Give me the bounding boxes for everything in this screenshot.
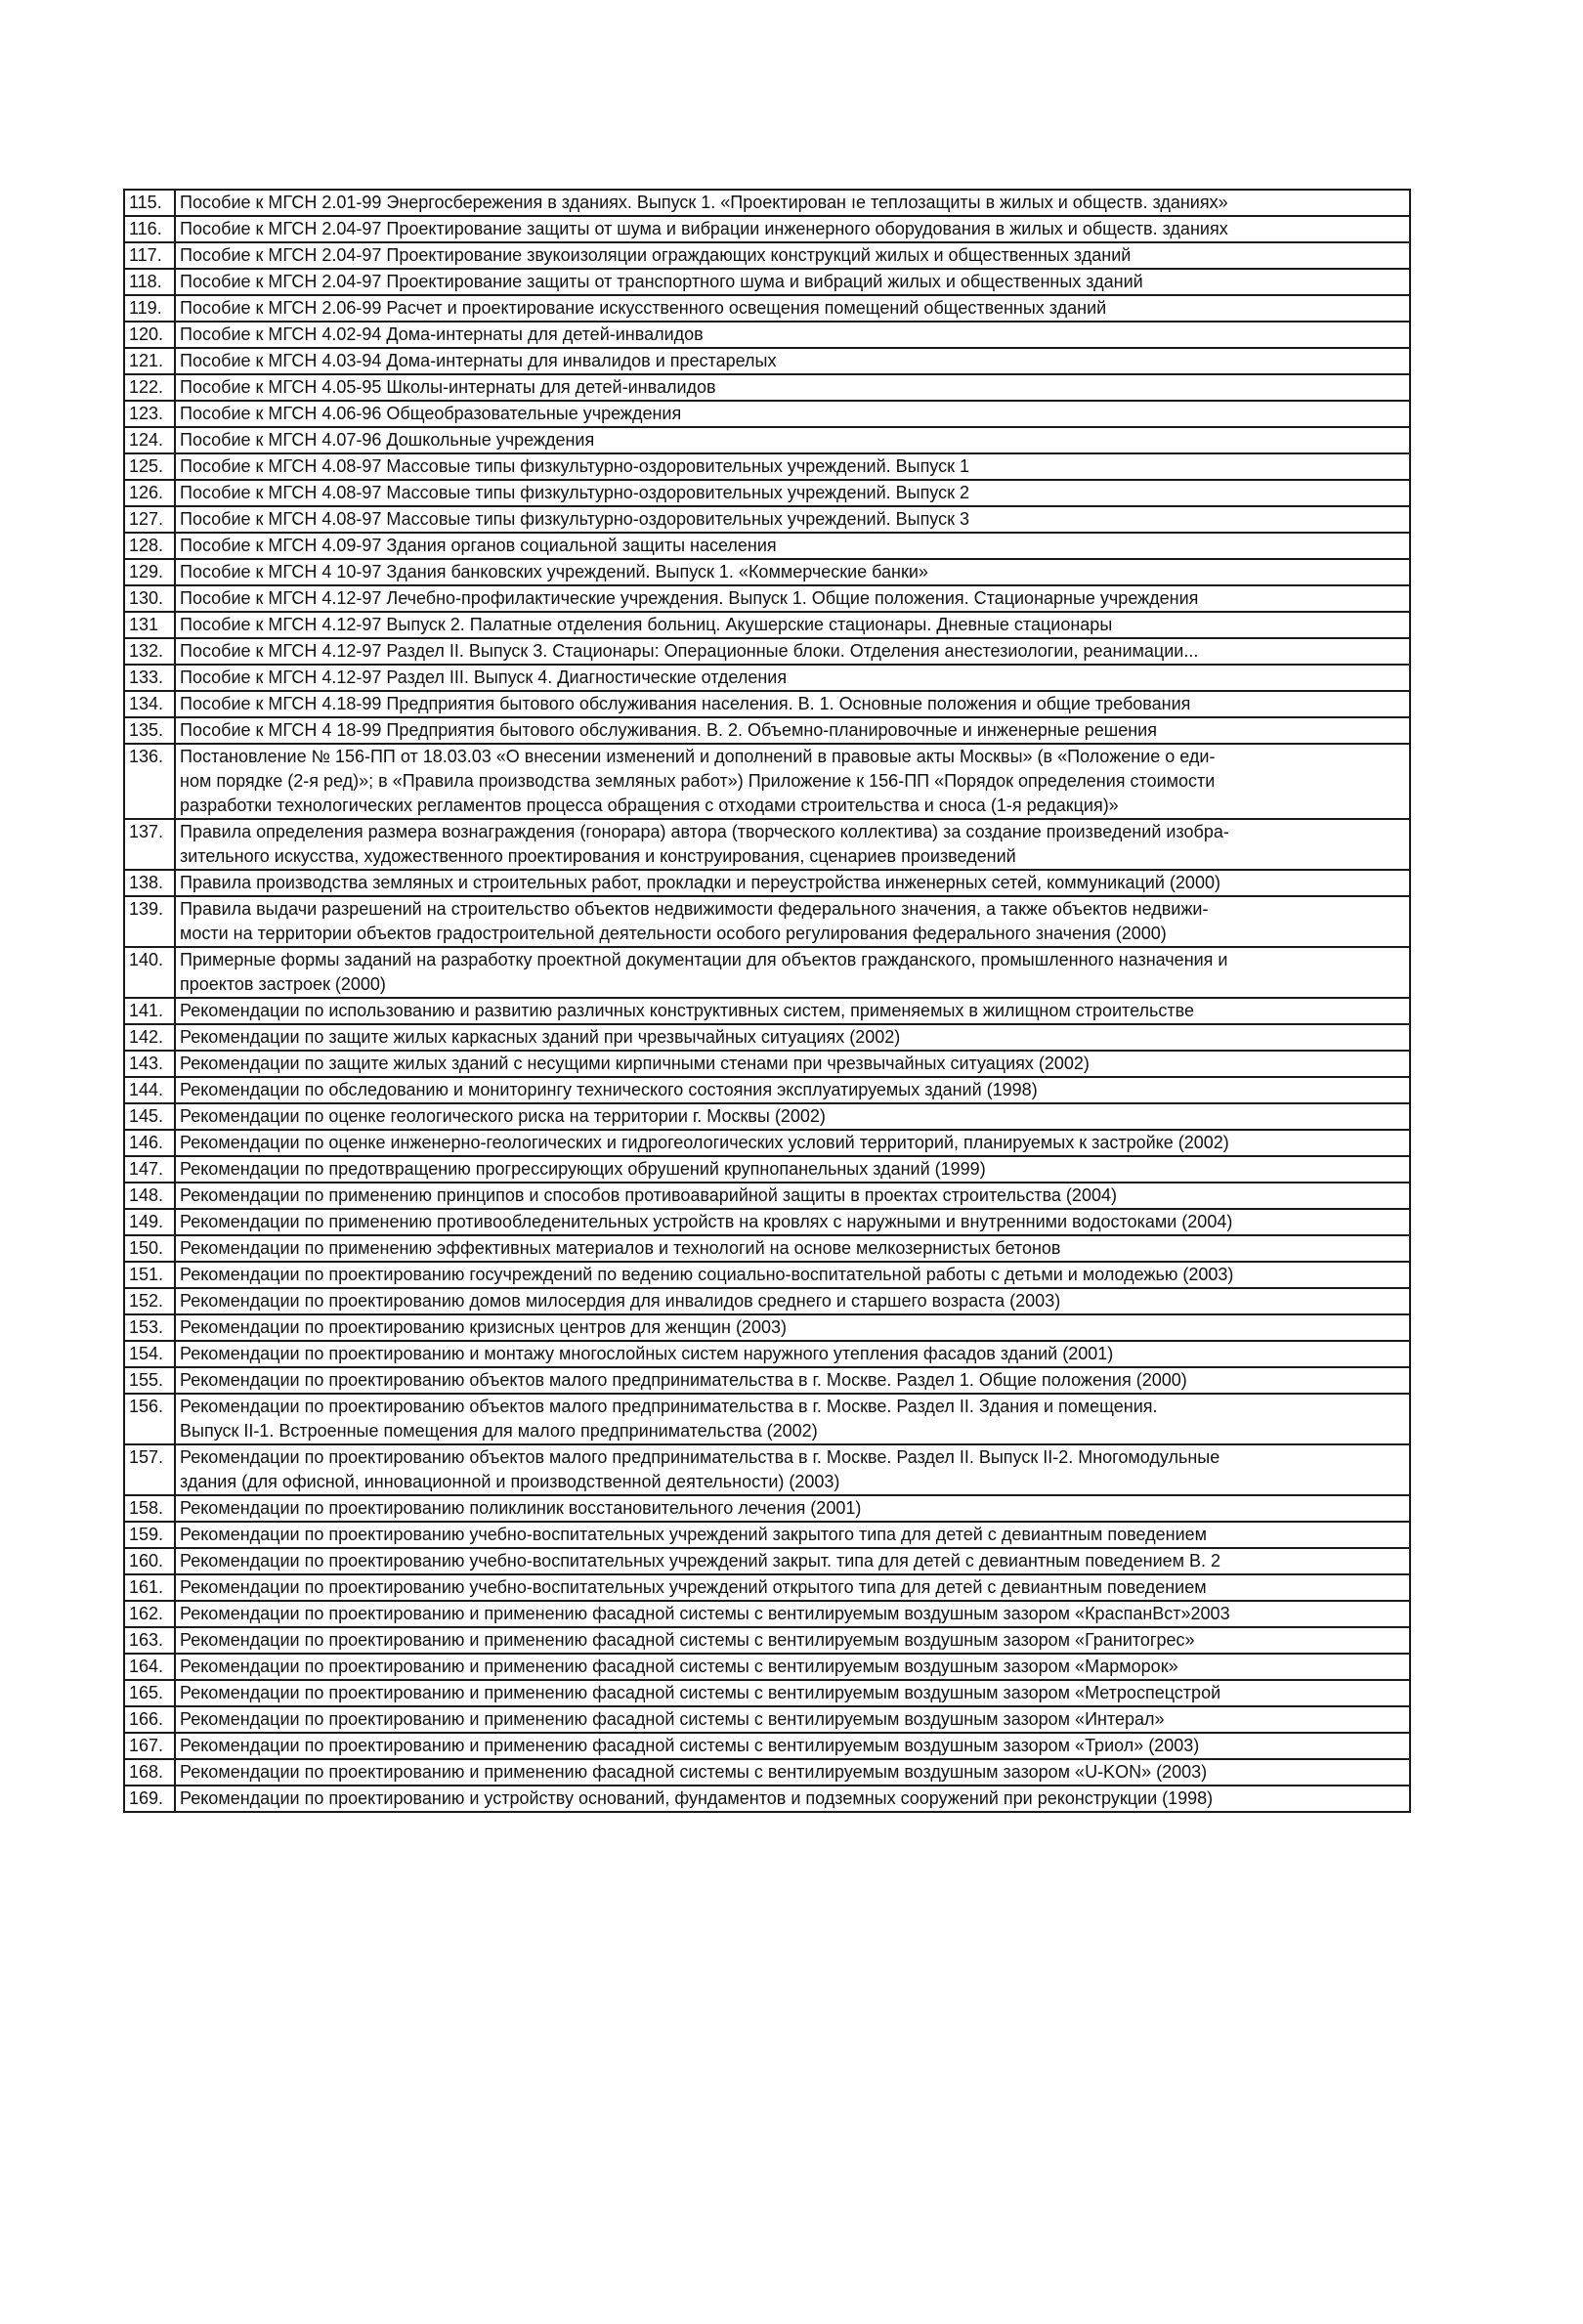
table-row bbox=[124, 1367, 1410, 1394]
table-row bbox=[124, 1654, 1410, 1680]
row-title: Рекомендации по проектированию кризисных центров для женщин (2003) bbox=[175, 1314, 1410, 1341]
table-row bbox=[124, 348, 1410, 374]
row-title: Рекомендации по проектированию и применению фасадной системы с вентилируемым воздушным зазором «Интерал» bbox=[175, 1706, 1410, 1733]
row-number: 140. bbox=[124, 947, 175, 998]
row-number: 132. bbox=[124, 638, 175, 665]
row-title: Рекомендации по проектированию учебно-воспитательных учреждений закрыт. типа для детей с девиантным поведением В. 2 bbox=[175, 1548, 1410, 1574]
row-title: Рекомендации по проектированию учебно-воспитательных учреждений открытого типа для детей с девиантным поведением bbox=[175, 1574, 1410, 1601]
row-title: Пособие к МГСН 4.18-99 Предприятия бытового обслуживания населения. В. 1. Основные положения и общие требования bbox=[175, 691, 1410, 717]
row-title: Рекомендации по применению принципов и способов противоаварийной защиты в проектах строительства (2004) bbox=[175, 1183, 1410, 1209]
table-row bbox=[124, 1262, 1410, 1288]
row-title: Рекомендации по проектированию и применению фасадной системы с вентилируемым воздушным зазором «Марморок» bbox=[175, 1654, 1410, 1680]
table-row bbox=[124, 1706, 1410, 1733]
row-number: 157. bbox=[124, 1444, 175, 1495]
table-row bbox=[124, 1627, 1410, 1654]
table-row bbox=[124, 612, 1410, 638]
row-number: 130. bbox=[124, 585, 175, 612]
table-row bbox=[124, 559, 1410, 585]
row-title: Пособие к МГСН 4.12-97 Раздел III. Выпуск 4. Диагностические отделения bbox=[175, 665, 1410, 691]
row-title: Правила выдачи разрешений на строительство объектов недвижимости федерального значения, а также объектов недвижи- мости на территории объектов градостроительной деятельности особого регулирования федерального значения (2000) bbox=[175, 896, 1410, 947]
table-row bbox=[124, 638, 1410, 665]
row-number: 131 bbox=[124, 612, 175, 638]
table-row bbox=[124, 870, 1410, 896]
row-number: 151. bbox=[124, 1262, 175, 1288]
row-title: Рекомендации по проектированию и применению фасадной системы с вентилируемым воздушным зазором «Гранитогрес» bbox=[175, 1627, 1410, 1654]
row-title: Пособие к МГСН 4.06-96 Общеобразовательные учреждения bbox=[175, 401, 1410, 427]
row-number: 155. bbox=[124, 1367, 175, 1394]
row-title: Рекомендации по проектированию учебно-воспитательных учреждений закрытого типа для детей с девиантным поведением bbox=[175, 1522, 1410, 1548]
row-title: Пособие к МГСН 4.08-97 Массовые типы физкультурно-оздоровительных учреждений. Выпуск 1 bbox=[175, 453, 1410, 480]
row-title: Пособие к МГСН 4.02-94 Дома-интернаты для детей-инвалидов bbox=[175, 322, 1410, 348]
table-row bbox=[124, 453, 1410, 480]
row-number: 115. bbox=[124, 190, 175, 216]
row-title: Пособие к МГСН 4.12-97 Лечебно-профилактические учреждения. Выпуск 1. Общие положения. Стационарные учреждения bbox=[175, 585, 1410, 612]
row-number: 160. bbox=[124, 1548, 175, 1574]
table-row bbox=[124, 1314, 1410, 1341]
table-row bbox=[124, 717, 1410, 744]
row-title: Правила производства земляных и строительных работ, прокладки и переустройства инженерных сетей, коммуникаций (2000) bbox=[175, 870, 1410, 896]
row-number: 152. bbox=[124, 1288, 175, 1314]
row-title: Пособие к МГСН 4.09-97 Здания органов социальной защиты населения bbox=[175, 533, 1410, 559]
row-title: Рекомендации по применению противообледенительных устройств на кровлях с наружными и внутренними водостоками (2004) bbox=[175, 1209, 1410, 1235]
row-number: 143. bbox=[124, 1051, 175, 1077]
table-row bbox=[124, 1235, 1410, 1262]
row-title: Рекомендации по проектированию и устройству оснований, фундаментов и подземных сооружений при реконструкции (1998) bbox=[175, 1786, 1410, 1812]
row-number: 137. bbox=[124, 819, 175, 870]
row-title: Пособие к МГСН 2.04-97 Проектирование защиты от транспортного шума и вибраций жилых и общественных зданий bbox=[175, 269, 1410, 295]
row-number: 149. bbox=[124, 1209, 175, 1235]
row-title: Пособие к МГСН 2.01-99 Энергосбережения в зданиях. Выпуск 1. «Проектирован ıe теплозащиты в жилых и обществ. зданиях» bbox=[175, 190, 1410, 216]
row-number: 148. bbox=[124, 1183, 175, 1209]
table-row bbox=[124, 1733, 1410, 1759]
table-row bbox=[124, 1103, 1410, 1130]
table-body bbox=[124, 190, 1410, 1812]
row-number: 120. bbox=[124, 322, 175, 348]
table-row bbox=[124, 1522, 1410, 1548]
document-list-table bbox=[123, 189, 1411, 1813]
row-number: 167. bbox=[124, 1733, 175, 1759]
row-number: 165. bbox=[124, 1680, 175, 1706]
row-number: 127. bbox=[124, 506, 175, 533]
row-title: Рекомендации по защите жилых зданий с несущими кирпичными стенами при чрезвычайных ситуациях (2002) bbox=[175, 1051, 1410, 1077]
row-number: 145. bbox=[124, 1103, 175, 1130]
table-row bbox=[124, 896, 1410, 947]
table-row bbox=[124, 1759, 1410, 1786]
table-row bbox=[124, 1209, 1410, 1235]
row-title: Рекомендации по проектированию и применению фасадной системы с вентилируемым воздушным зазором «КраспанВст»2003 bbox=[175, 1601, 1410, 1627]
row-number: 142. bbox=[124, 1024, 175, 1051]
table-row bbox=[124, 1288, 1410, 1314]
table-row bbox=[124, 1156, 1410, 1183]
row-title: Пособие к МГСН 4.12-97 Раздел II. Выпуск 3. Стационары: Операционные блоки. Отделения анестезиологии, реанимации... bbox=[175, 638, 1410, 665]
document-page bbox=[123, 189, 1409, 1813]
table-row bbox=[124, 322, 1410, 348]
row-title: Рекомендации по проектированию и применению фасадной системы с вентилируемым воздушным зазором «Метроспецстрой bbox=[175, 1680, 1410, 1706]
row-title: Пособие к МГСН 2.04-97 Проектирование защиты от шума и вибрации инженерного оборудования в жилых и обществ. зданиях bbox=[175, 216, 1410, 242]
table-row bbox=[124, 1051, 1410, 1077]
row-number: 125. bbox=[124, 453, 175, 480]
table-row bbox=[124, 947, 1410, 998]
table-row bbox=[124, 1444, 1410, 1495]
row-title: Рекомендации по проектированию и монтажу многослойных систем наружного утепления фасадов зданий (2001) bbox=[175, 1341, 1410, 1367]
table-row bbox=[124, 744, 1410, 819]
row-title: Рекомендации по использованию и развитию различных конструктивных систем, применяемых в жилищном строительстве bbox=[175, 998, 1410, 1024]
row-number: 122. bbox=[124, 374, 175, 401]
row-title: Пособие к МГСН 4.03-94 Дома-интернаты для инвалидов и престарелых bbox=[175, 348, 1410, 374]
row-title: Пособие к МГСН 4.05-95 Школы-интернаты для детей-инвалидов bbox=[175, 374, 1410, 401]
row-number: 128. bbox=[124, 533, 175, 559]
row-number: 126. bbox=[124, 480, 175, 506]
table-row bbox=[124, 401, 1410, 427]
row-number: 156. bbox=[124, 1394, 175, 1444]
row-title: Рекомендации по защите жилых каркасных зданий при чрезвычайных ситуациях (2002) bbox=[175, 1024, 1410, 1051]
row-number: 158. bbox=[124, 1495, 175, 1522]
table-row bbox=[124, 1341, 1410, 1367]
row-title: Рекомендации по проектированию объектов малого предпринимательства в г. Москве. Раздел II. Выпуск II-2. Многомодульные здания (для офисной, инновационной и производственной деятельности) (2003) bbox=[175, 1444, 1410, 1495]
table-row bbox=[124, 1077, 1410, 1103]
row-number: 123. bbox=[124, 401, 175, 427]
table-row bbox=[124, 1574, 1410, 1601]
table-row bbox=[124, 374, 1410, 401]
row-number: 129. bbox=[124, 559, 175, 585]
row-title: Пособие к МГСН 4 18-99 Предприятия бытового обслуживания. В. 2. Объемно-планировочные и инженерные решения bbox=[175, 717, 1410, 744]
row-title: Пособие к МГСН 2.04-97 Проектирование звукоизоляции ограждающих конструкций жилых и общественных зданий bbox=[175, 242, 1410, 269]
table-row bbox=[124, 998, 1410, 1024]
table-row bbox=[124, 190, 1410, 216]
row-number: 150. bbox=[124, 1235, 175, 1262]
row-number: 118. bbox=[124, 269, 175, 295]
row-title: Пособие к МГСН 4.12-97 Выпуск 2. Палатные отделения больниц. Акушерские стационары. Дневные стационары bbox=[175, 612, 1410, 638]
row-number: 146. bbox=[124, 1130, 175, 1156]
row-title: Рекомендации по проектированию госучреждений по ведению социально-воспитательной работы с детьми и молодежью (2003) bbox=[175, 1262, 1410, 1288]
row-number: 162. bbox=[124, 1601, 175, 1627]
row-number: 159. bbox=[124, 1522, 175, 1548]
table-row bbox=[124, 269, 1410, 295]
row-number: 119. bbox=[124, 295, 175, 322]
row-number: 161. bbox=[124, 1574, 175, 1601]
row-number: 166. bbox=[124, 1706, 175, 1733]
row-number: 139. bbox=[124, 896, 175, 947]
row-number: 164. bbox=[124, 1654, 175, 1680]
row-number: 147. bbox=[124, 1156, 175, 1183]
row-title: Рекомендации по предотвращению прогрессирующих обрушений крупнопанельных зданий (1999) bbox=[175, 1156, 1410, 1183]
table-row bbox=[124, 1680, 1410, 1706]
row-number: 168. bbox=[124, 1759, 175, 1786]
table-row bbox=[124, 216, 1410, 242]
table-row bbox=[124, 585, 1410, 612]
table-row bbox=[124, 480, 1410, 506]
table-row bbox=[124, 665, 1410, 691]
table-row bbox=[124, 819, 1410, 870]
row-title: Рекомендации по проектированию и применению фасадной системы с вентилируемым воздушным зазором «U-KON» (2003) bbox=[175, 1759, 1410, 1786]
row-title: Рекомендации по оценке геологического риска на территории г. Москвы (2002) bbox=[175, 1103, 1410, 1130]
row-title: Рекомендации по проектированию и применению фасадной системы с вентилируемым воздушным зазором «Триол» (2003) bbox=[175, 1733, 1410, 1759]
row-number: 124. bbox=[124, 427, 175, 453]
row-number: 144. bbox=[124, 1077, 175, 1103]
row-number: 135. bbox=[124, 717, 175, 744]
row-title: Пособие к МГСН 4.08-97 Массовые типы физкультурно-оздоровительных учреждений. Выпуск 2 bbox=[175, 480, 1410, 506]
table-row bbox=[124, 1601, 1410, 1627]
row-number: 116. bbox=[124, 216, 175, 242]
table-row bbox=[124, 295, 1410, 322]
row-title: Рекомендации по проектированию объектов малого предпринимательства в г. Москве. Раздел II. Здания и помещения. Выпуск II-1. Встроенные помещения для малого предпринимательства (2002) bbox=[175, 1394, 1410, 1444]
table-row bbox=[124, 1183, 1410, 1209]
row-title: Рекомендации по проектированию поликлиник восстановительного лечения (2001) bbox=[175, 1495, 1410, 1522]
table-row bbox=[124, 242, 1410, 269]
table-row bbox=[124, 1130, 1410, 1156]
row-number: 134. bbox=[124, 691, 175, 717]
row-number: 163. bbox=[124, 1627, 175, 1654]
row-number: 153. bbox=[124, 1314, 175, 1341]
row-title: Рекомендации по проектированию объектов малого предпринимательства в г. Москве. Раздел 1. Общие положения (2000) bbox=[175, 1367, 1410, 1394]
row-number: 138. bbox=[124, 870, 175, 896]
row-title: Пособие к МГСН 4 10-97 Здания банковских учреждений. Выпуск 1. «Коммерческие банки» bbox=[175, 559, 1410, 585]
table-row bbox=[124, 427, 1410, 453]
row-number: 154. bbox=[124, 1341, 175, 1367]
row-number: 169. bbox=[124, 1786, 175, 1812]
table-row bbox=[124, 506, 1410, 533]
table-row bbox=[124, 1495, 1410, 1522]
row-title: Правила определения размера вознаграждения (гонорара) автора (творческого коллектива) за создание произведений изобра- зительного искусства, художественного проектирования и конструирования, сценариев произведений bbox=[175, 819, 1410, 870]
table-row bbox=[124, 1786, 1410, 1812]
row-title: Рекомендации по проектированию домов милосердия для инвалидов среднего и старшего возраста (2003) bbox=[175, 1288, 1410, 1314]
row-title: Примерные формы заданий на разработку проектной документации для объектов гражданского, промышленного назначения и проектов застроек (2000) bbox=[175, 947, 1410, 998]
row-title: Пособие к МГСН 4.08-97 Массовые типы физкультурно-оздоровительных учреждений. Выпуск 3 bbox=[175, 506, 1410, 533]
table-row bbox=[124, 1548, 1410, 1574]
row-number: 133. bbox=[124, 665, 175, 691]
row-title: Пособие к МГСН 2.06-99 Расчет и проектирование искусственного освещения помещений общественных зданий bbox=[175, 295, 1410, 322]
row-title: Рекомендации по оценке инженерно-геологических и гидрогеологических условий территорий, планируемых к застройке (2002) bbox=[175, 1130, 1410, 1156]
table-row bbox=[124, 533, 1410, 559]
row-number: 141. bbox=[124, 998, 175, 1024]
table-row bbox=[124, 691, 1410, 717]
row-number: 121. bbox=[124, 348, 175, 374]
row-number: 117. bbox=[124, 242, 175, 269]
row-title: Рекомендации по обследованию и мониторингу технического состояния эксплуатируемых зданий (1998) bbox=[175, 1077, 1410, 1103]
table-row bbox=[124, 1024, 1410, 1051]
table-row bbox=[124, 1394, 1410, 1444]
row-title: Рекомендации по применению эффективных материалов и технологий на основе мелкозернистых бетонов bbox=[175, 1235, 1410, 1262]
row-title: Постановление № 156-ПП от 18.03.03 «О внесении изменений и дополнений в правовые акты Москвы» (в «Положение о еди- ном порядке (2-я ред)»; в «Правила производства земляных работ») Приложение к 156-ПП «Порядок определения стоимости разработки технологических регламентов процесса обращения с отходами строительства и сноса (1-я редакция)» bbox=[175, 744, 1410, 819]
row-title: Пособие к МГСН 4.07-96 Дошкольные учреждения bbox=[175, 427, 1410, 453]
row-number: 136. bbox=[124, 744, 175, 819]
